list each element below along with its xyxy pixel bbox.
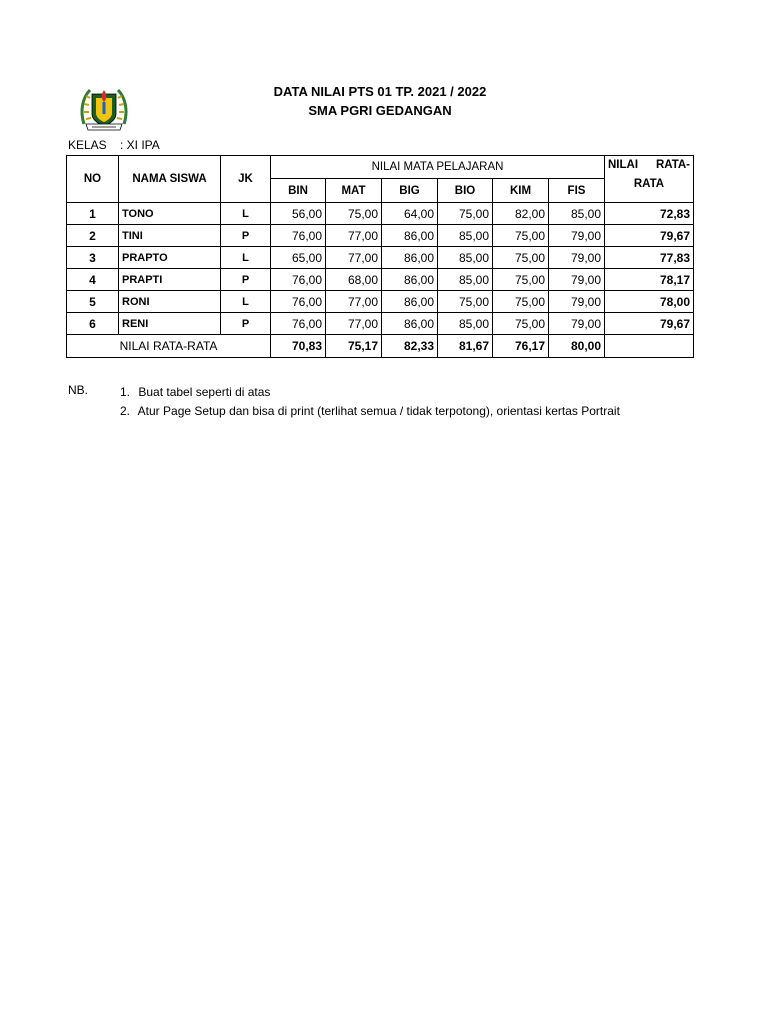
school-name: SMA PGRI GEDANGAN bbox=[308, 103, 452, 118]
page-title: DATA NILAI PTS 01 TP. 2021 / 2022 bbox=[273, 84, 487, 99]
table-footer-row bbox=[67, 335, 694, 358]
header-subject: BIO bbox=[438, 179, 493, 203]
score-cell: 75,00 bbox=[493, 247, 549, 269]
score-cell: 75,00 bbox=[493, 291, 549, 313]
footer-value: 80,00 bbox=[549, 335, 605, 358]
average-cell: 77,83 bbox=[605, 247, 694, 269]
score-cell: 56,00 bbox=[271, 203, 326, 225]
note-text: Atur Page Setup dan bisa di print (terlihat semua / tidak terpotong), orientasi kertas Portrait bbox=[137, 404, 620, 418]
grades-table bbox=[66, 155, 694, 358]
header-average bbox=[605, 156, 694, 203]
student-gender: P bbox=[221, 313, 271, 335]
score-cell: 68,00 bbox=[326, 269, 382, 291]
header-subject: FIS bbox=[549, 179, 605, 203]
average-cell: 79,67 bbox=[605, 225, 694, 247]
score-cell: 85,00 bbox=[549, 203, 605, 225]
score-cell: 79,00 bbox=[549, 247, 605, 269]
score-cell: 75,00 bbox=[438, 291, 493, 313]
footer-label: NILAI RATA-RATA bbox=[67, 335, 271, 358]
score-cell: 85,00 bbox=[438, 247, 493, 269]
class-label: KELAS bbox=[68, 138, 107, 152]
student-name: RONI bbox=[119, 291, 221, 313]
header-subject: BIN bbox=[271, 179, 326, 203]
school-logo bbox=[78, 84, 130, 134]
header-no: NO bbox=[67, 156, 119, 203]
header-subject: BIG bbox=[382, 179, 438, 203]
header-average-bottom: RATA bbox=[633, 178, 665, 190]
score-cell: 75,00 bbox=[493, 269, 549, 291]
score-cell: 64,00 bbox=[382, 203, 438, 225]
row-number: 1 bbox=[67, 203, 119, 225]
student-gender: L bbox=[221, 247, 271, 269]
score-cell: 75,00 bbox=[493, 225, 549, 247]
average-cell: 78,00 bbox=[605, 291, 694, 313]
row-number: 5 bbox=[67, 291, 119, 313]
score-cell: 77,00 bbox=[326, 291, 382, 313]
score-cell: 85,00 bbox=[438, 269, 493, 291]
row-number: 3 bbox=[67, 247, 119, 269]
score-cell: 76,00 bbox=[271, 269, 326, 291]
score-cell: 86,00 bbox=[382, 269, 438, 291]
student-name: TINI bbox=[119, 225, 221, 247]
row-number: 2 bbox=[67, 225, 119, 247]
header-subject: KIM bbox=[493, 179, 549, 203]
row-number: 4 bbox=[67, 269, 119, 291]
note-number: 2. bbox=[120, 404, 131, 418]
student-gender: P bbox=[221, 269, 271, 291]
score-cell: 86,00 bbox=[382, 247, 438, 269]
footer-value: 75,17 bbox=[326, 335, 382, 358]
score-cell: 85,00 bbox=[438, 313, 493, 335]
score-cell: 86,00 bbox=[382, 225, 438, 247]
header-subject: MAT bbox=[326, 179, 382, 203]
score-cell: 79,00 bbox=[549, 269, 605, 291]
average-cell: 72,83 bbox=[605, 203, 694, 225]
score-cell: 86,00 bbox=[382, 313, 438, 335]
table-row bbox=[67, 225, 694, 247]
score-cell: 86,00 bbox=[382, 291, 438, 313]
note-item bbox=[120, 383, 620, 402]
note-item bbox=[120, 402, 620, 421]
score-cell: 77,00 bbox=[326, 225, 382, 247]
score-cell: 65,00 bbox=[271, 247, 326, 269]
student-gender: L bbox=[221, 203, 271, 225]
header-name: NAMA SISWA bbox=[119, 156, 221, 203]
score-cell: 82,00 bbox=[493, 203, 549, 225]
table-row bbox=[67, 269, 694, 291]
class-value: : XI IPA bbox=[120, 138, 160, 152]
student-name: TONO bbox=[119, 203, 221, 225]
score-cell: 75,00 bbox=[438, 203, 493, 225]
table-row bbox=[67, 291, 694, 313]
header-average-right: RATA- bbox=[655, 159, 690, 171]
table-row bbox=[67, 247, 694, 269]
note-text: Buat tabel seperti di atas bbox=[138, 385, 271, 399]
score-cell: 79,00 bbox=[549, 225, 605, 247]
notes-label: NB. bbox=[68, 383, 89, 397]
average-cell: 79,67 bbox=[605, 313, 694, 335]
score-cell: 76,00 bbox=[271, 291, 326, 313]
note-number: 1. bbox=[120, 385, 131, 399]
student-name: RENI bbox=[119, 313, 221, 335]
student-name: PRAPTI bbox=[119, 269, 221, 291]
footer-value: 82,33 bbox=[382, 335, 438, 358]
score-cell: 85,00 bbox=[438, 225, 493, 247]
average-cell: 78,17 bbox=[605, 269, 694, 291]
notes-list bbox=[120, 383, 620, 421]
score-cell: 76,00 bbox=[271, 225, 326, 247]
header-jk: JK bbox=[221, 156, 271, 203]
table-row bbox=[67, 313, 694, 335]
student-gender: L bbox=[221, 291, 271, 313]
score-cell: 75,00 bbox=[326, 203, 382, 225]
header-subject-group: NILAI MATA PELAJARAN bbox=[271, 156, 605, 179]
class-info bbox=[68, 138, 160, 152]
score-cell: 77,00 bbox=[326, 247, 382, 269]
table-row bbox=[67, 203, 694, 225]
student-gender: P bbox=[221, 225, 271, 247]
student-name: PRAPTO bbox=[119, 247, 221, 269]
footer-empty-cell bbox=[605, 335, 694, 358]
row-number: 6 bbox=[67, 313, 119, 335]
score-cell: 75,00 bbox=[493, 313, 549, 335]
score-cell: 77,00 bbox=[326, 313, 382, 335]
footer-value: 81,67 bbox=[438, 335, 493, 358]
score-cell: 76,00 bbox=[271, 313, 326, 335]
footer-value: 70,83 bbox=[271, 335, 326, 358]
score-cell: 79,00 bbox=[549, 313, 605, 335]
footer-value: 76,17 bbox=[493, 335, 549, 358]
header-average-left: NILAI bbox=[608, 159, 639, 171]
score-cell: 79,00 bbox=[549, 291, 605, 313]
